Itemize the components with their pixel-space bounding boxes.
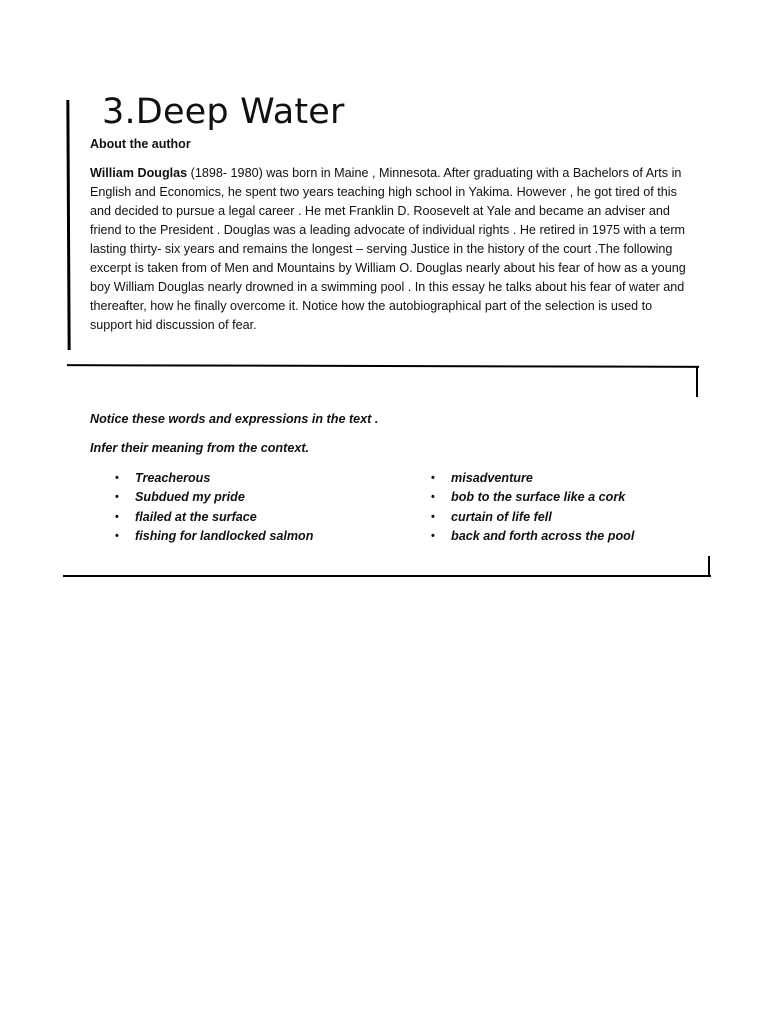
list-item [115, 488, 313, 507]
author-bio-paragraph [90, 164, 690, 335]
bullet-icon: • [115, 529, 119, 542]
vocabulary-term: flailed at the surface [135, 509, 257, 524]
bullet-icon: • [431, 529, 435, 542]
bullet-icon: • [115, 491, 119, 504]
vocabulary-list-left [115, 469, 313, 546]
vocabulary-box-top-border [67, 364, 699, 368]
list-item [431, 488, 634, 507]
vocabulary-term: fishing for landlocked salmon [135, 528, 314, 543]
vocabulary-term: Subdued my pride [135, 490, 245, 505]
bullet-icon: • [115, 472, 119, 484]
list-item [431, 469, 634, 488]
list-item [115, 469, 313, 488]
vocabulary-box-bottom-corner [708, 556, 710, 576]
vocabulary-instruction-notice: Notice these words and expressions in the text . [90, 412, 379, 426]
vocabulary-term: curtain of life fell [451, 509, 552, 524]
vocabulary-term: Treacherous [135, 471, 211, 485]
vocabulary-list-right [431, 469, 634, 546]
page-title: 3.Deep Water [102, 92, 345, 132]
vocabulary-box-bottom-border [63, 575, 711, 577]
list-item [431, 508, 634, 527]
vocabulary-term: misadventure [451, 471, 533, 485]
vocabulary-term: back and forth across the pool [451, 528, 635, 543]
bullet-icon: • [431, 491, 435, 504]
left-margin-rule [66, 100, 70, 350]
vocabulary-box-top-corner [696, 367, 698, 397]
vocabulary-term: bob to the surface like a cork [451, 490, 626, 505]
bullet-icon: • [115, 510, 119, 523]
list-item [431, 527, 634, 546]
list-item [115, 527, 313, 546]
bullet-icon: • [431, 510, 435, 523]
author-name: William Douglas [90, 166, 188, 180]
vocabulary-instruction-infer: Infer their meaning from the context. [90, 441, 310, 455]
list-item [115, 508, 313, 527]
bullet-icon: • [431, 472, 435, 484]
author-bio-text: (1898- 1980) was born in Maine , Minnesota. After graduating with a Bachelors of Arts in English and Economics, he spent two years teaching high school in Yakima. However , he got tired of this and decided to pursue a legal career . He met Franklin D. Roosevelt at Yale and became an adviser and friend to the President . Douglas was a leading advocate of individual rights . He retired in 1975 with a term lasting thirty- six years and remains the longest – serving Justice in the history of the court .The following excerpt is taken from of Men and Mountains by William O. Douglas nearly about his fear of how as a young boy William Douglas nearly drowned in a swimming pool . In this essay he talks about his fear of water and thereafter, how he finally overcome it. Notice how the autobiographical part of the selection is used to support hid discussion of fear. [90, 166, 686, 332]
about-author-heading: About the author [90, 137, 191, 151]
